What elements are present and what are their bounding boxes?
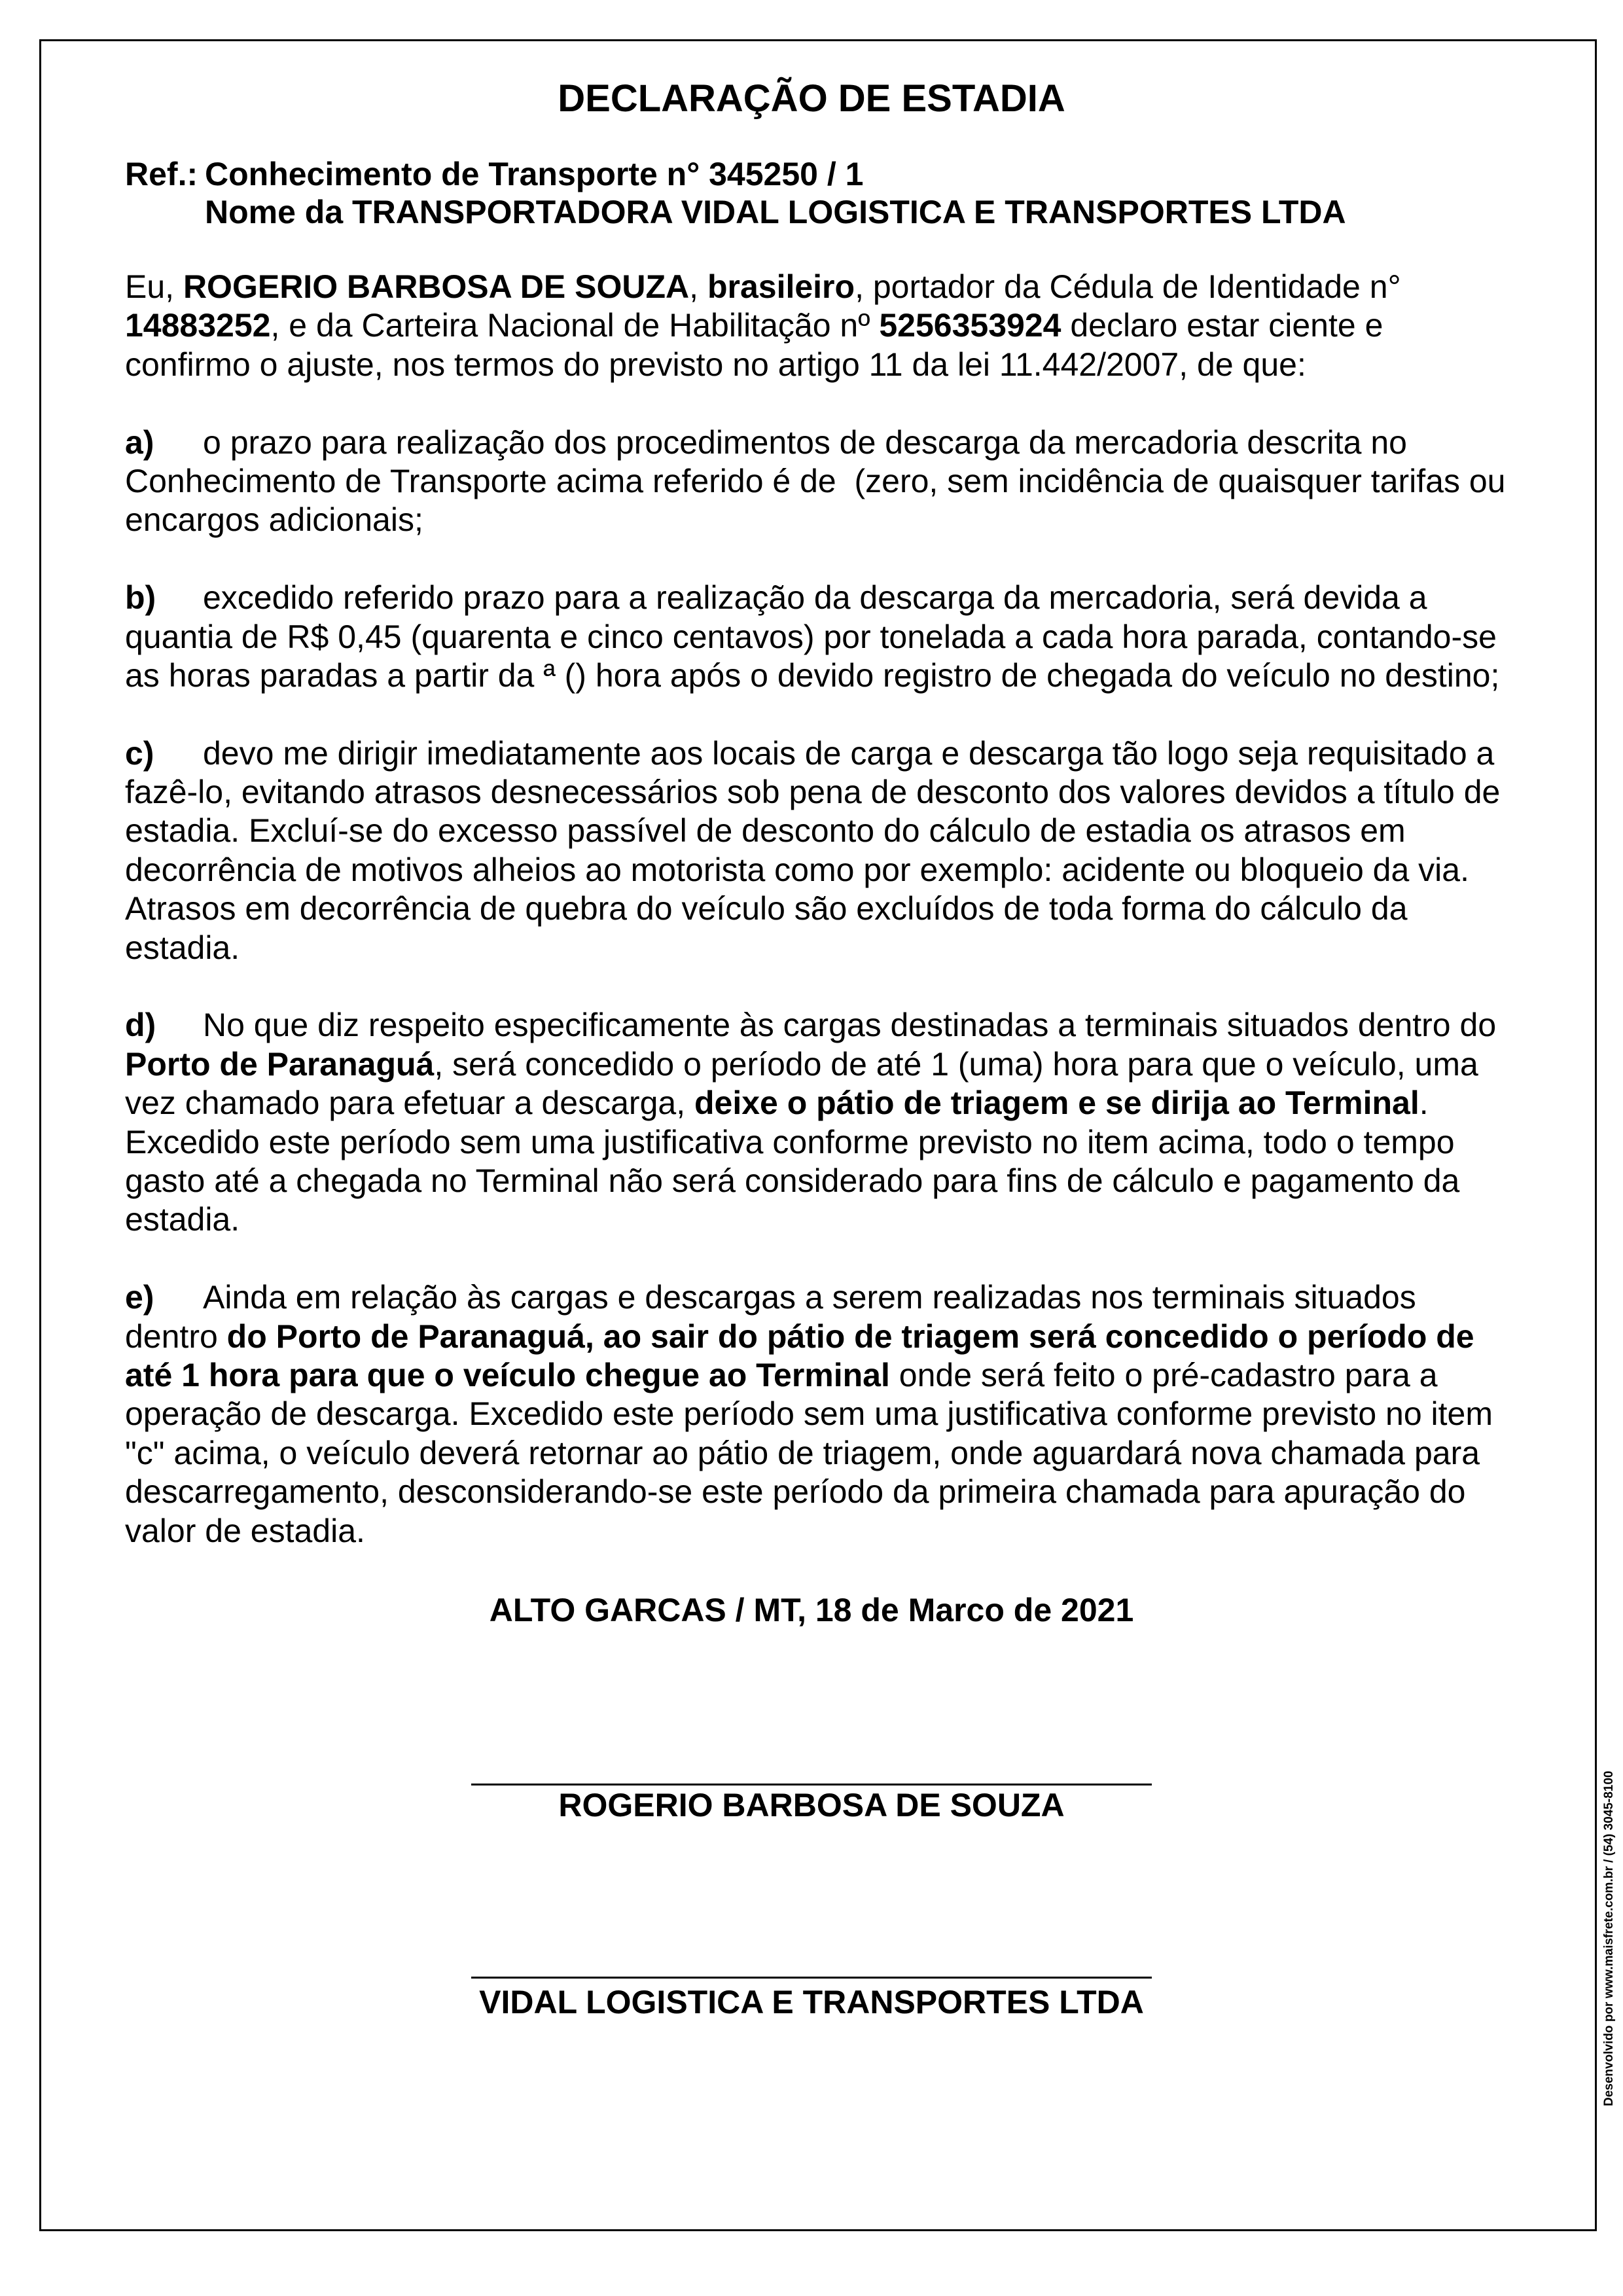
signature-name-carrier: VIDAL LOGISTICA E TRANSPORTES LTDA <box>479 1984 1144 2020</box>
text-run: o prazo para realização dos procedimentos de descarga da mercadoria descrita no <box>203 423 1407 461</box>
text-run: Atrasos em decorrência de quebra do veículo são excluídos de toda forma do cálculo da <box>125 890 1408 927</box>
text-run: valor de estadia. <box>125 1512 365 1549</box>
text-line <box>125 1512 1584 1551</box>
text-run: Eu, <box>125 268 183 305</box>
declaration-intro <box>125 268 1584 384</box>
clause-label: c) <box>125 734 154 772</box>
text-run: estadia. <box>125 929 240 966</box>
clause-b <box>125 579 1584 695</box>
text-line <box>125 851 1584 889</box>
clause-label: a) <box>125 423 154 461</box>
text-line <box>125 1084 1584 1122</box>
text-line <box>125 1434 1584 1473</box>
text-run: decorrência de motivos alheios ao motorista como por exemplo: acidente ou bloqueio da via. <box>125 851 1469 888</box>
text-run: Excedido este período sem uma justificativa conforme previsto no item acima, todo o tempo <box>125 1123 1455 1160</box>
text-line <box>125 889 1584 928</box>
clause-a <box>125 423 1584 540</box>
signature-name-driver: ROGERIO BARBOSA DE SOUZA <box>558 1787 1065 1823</box>
text-run: Conhecimento de Transporte acima referido é de (zero, sem incidência de quaisquer tarifas ou <box>125 462 1506 499</box>
clause-c <box>125 734 1584 967</box>
text-run: Ainda em relação às cargas e descargas a serem realizadas nos terminais situados <box>203 1279 1416 1316</box>
text-run: onde será feito o pré-cadastro para a <box>889 1356 1438 1393</box>
text-line <box>125 1473 1584 1511</box>
text-line <box>125 929 1584 967</box>
text-line <box>125 1356 1584 1395</box>
text-line <box>125 268 1584 306</box>
text-run: declaro estar ciente e <box>1061 307 1383 344</box>
text-run: "c" acima, o veículo deverá retornar ao pátio de triagem, onde aguardará nova chamada para <box>125 1434 1480 1471</box>
text-run: confirmo o ajuste, nos termos do previsto no artigo 11 da lei 11.442/2007, de que: <box>125 346 1306 383</box>
text-line <box>125 1395 1584 1433</box>
text-run: vez chamado para efetuar a descarga, <box>125 1085 694 1122</box>
place-and-date: ALTO GARCAS / MT, 18 de Marco de 2021 <box>489 1592 1134 1628</box>
text-run: as horas paradas a partir da ª () hora após o devido registro de chegada do veículo no destino; <box>125 656 1500 694</box>
text-run: encargos adicionais; <box>125 501 423 539</box>
text-run: , <box>689 268 707 305</box>
signature-line-carrier <box>471 1977 1152 1979</box>
clause-d <box>125 1006 1584 1239</box>
text-run: , portador da Cédula de Identidade n° <box>855 268 1401 305</box>
clause-label: d) <box>125 1007 156 1044</box>
text-run: devo me dirigir imediatamente aos locais de carga e descarga tão logo seja requisitado a <box>203 734 1495 772</box>
text-run: gasto até a chegada no Terminal não será considerado para fins de cálculo e pagamento da <box>125 1162 1460 1199</box>
text-run: dentro <box>125 1318 227 1355</box>
text-line <box>125 1200 1584 1239</box>
text-line <box>125 773 1584 812</box>
bold-text: ROGERIO BARBOSA DE SOUZA <box>183 268 690 305</box>
text-line <box>125 423 1584 462</box>
text-line <box>125 346 1584 384</box>
bold-text: até 1 hora para que o veículo chegue ao Terminal <box>125 1356 890 1393</box>
text-run: excedido referido prazo para a realização da descarga da mercadoria, será devida a <box>203 579 1427 617</box>
clause-label: e) <box>125 1279 154 1316</box>
declaration-body <box>125 268 1584 1551</box>
text-line <box>125 1162 1584 1200</box>
text-run: quantia de R$ 0,45 (quarenta e cinco centavos) por tonelada a cada hora parada, contando-se <box>125 618 1497 655</box>
bold-text: do Porto de Paranaguá, ao sair do pátio de triagem será concedido o período de <box>226 1318 1474 1355</box>
text-line <box>125 734 1584 773</box>
bold-text: brasileiro <box>707 268 855 305</box>
signature-line-driver <box>471 1784 1152 1785</box>
bold-text: Porto de Paranaguá <box>125 1045 435 1083</box>
text-line <box>125 579 1584 617</box>
text-run: , será concedido o período de até 1 (uma) hora para que o veículo, uma <box>434 1045 1478 1083</box>
text-run: . <box>1419 1085 1429 1122</box>
text-line <box>125 1006 1584 1045</box>
bold-text: deixe o pátio de triagem e se dirija ao Terminal <box>694 1085 1419 1122</box>
text-run: operação de descarga. Excedido este período sem uma justificativa conforme previsto no item <box>125 1395 1493 1433</box>
text-run: estadia. <box>125 1201 240 1238</box>
reference-carrier-name: Nome da TRANSPORTADORA VIDAL LOGISTICA E TRANSPORTES LTDA <box>205 194 1346 230</box>
clause-label: b) <box>125 579 156 617</box>
text-line <box>125 501 1584 539</box>
clause-e <box>125 1278 1584 1551</box>
bold-text: 14883252 <box>125 307 271 344</box>
text-run: No que diz respeito especificamente às cargas destinadas a terminais situados dentro do <box>203 1007 1497 1044</box>
text-run: estadia. Excluí-se do excesso passível de desconto do cálculo de estadia os atrasos em <box>125 812 1406 850</box>
text-line <box>125 1318 1584 1356</box>
text-line <box>125 812 1584 850</box>
text-line <box>125 1123 1584 1162</box>
text-line <box>125 618 1584 656</box>
text-line <box>125 306 1584 345</box>
developer-credit: Desenvolvido por www.maisfrete.com.br / (54) 3045-8100 <box>1602 1770 1616 2106</box>
reference-transport-document: Conhecimento de Transporte n° 345250 / 1 <box>205 156 864 192</box>
bold-text: 5256353924 <box>879 307 1061 344</box>
text-run: descarregamento, desconsiderando-se este período da primeira chamada para apuração do <box>125 1473 1466 1511</box>
text-line <box>125 462 1584 501</box>
text-run: , e da Carteira Nacional de Habilitação nº <box>270 307 880 344</box>
reference-label: Ref.: <box>125 156 198 192</box>
text-line <box>125 1278 1584 1317</box>
document-title: DECLARAÇÃO DE ESTADIA <box>558 77 1065 120</box>
text-line <box>125 1045 1584 1084</box>
text-line <box>125 656 1584 695</box>
text-run: fazê-lo, evitando atrasos desnecessários sob pena de desconto dos valores devidos a título de <box>125 774 1501 811</box>
